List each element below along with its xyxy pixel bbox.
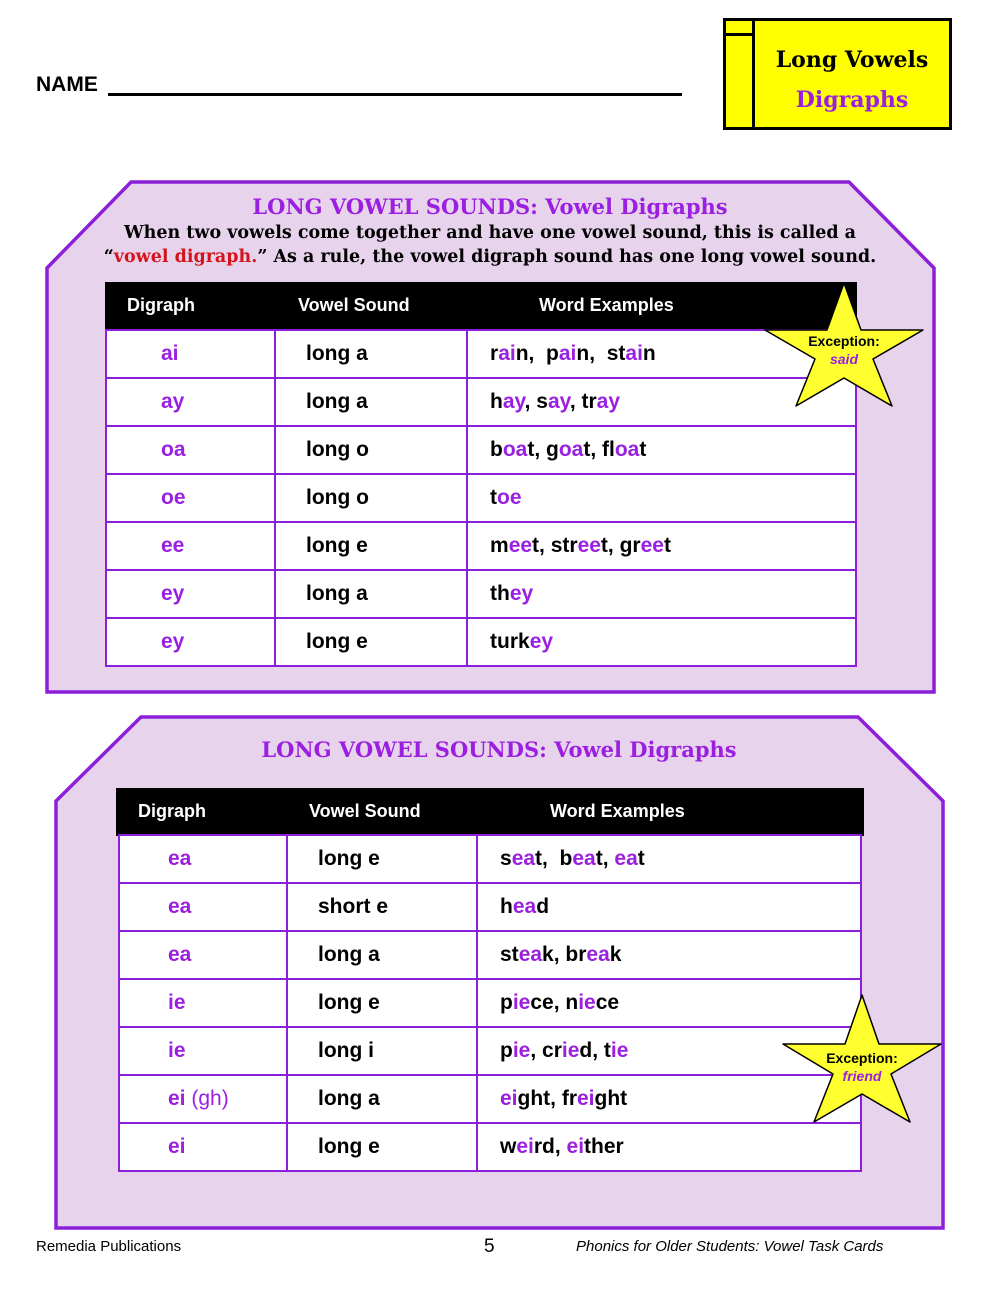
word-part: t, fl <box>583 438 615 461</box>
word-part: n <box>642 342 656 365</box>
highlighted-digraph: ai <box>558 342 577 365</box>
word-part: t, <box>595 847 615 870</box>
name-label: NAME <box>36 73 98 96</box>
digraph-text: ie <box>168 991 186 1014</box>
digraph-text: ea <box>168 895 192 918</box>
header-digraph: Digraph <box>127 295 196 315</box>
highlighted-digraph: ey <box>529 630 554 653</box>
word-part: r <box>490 342 499 365</box>
highlighted-digraph: ei <box>500 1087 518 1110</box>
exception-word: friend <box>842 1068 882 1084</box>
word-part: h <box>490 390 503 413</box>
word-part: , cr <box>530 1039 562 1062</box>
vowel-sound-cell: long e <box>275 618 467 666</box>
table-row <box>106 522 856 570</box>
word-part: t, gr <box>600 534 641 557</box>
word-part: ght <box>594 1087 628 1110</box>
vowel-sound-cell: long a <box>275 570 467 618</box>
digraph-cell <box>106 618 275 666</box>
word-part: t <box>663 534 671 557</box>
highlighted-digraph: ie <box>578 991 596 1014</box>
word-part: ce, n <box>530 991 579 1014</box>
word-examples-cell <box>467 426 856 474</box>
highlighted-digraph: ea <box>512 895 537 918</box>
highlighted-digraph: ei <box>516 1135 534 1158</box>
highlighted-digraph: ea <box>518 943 543 966</box>
digraph-cell <box>106 570 275 618</box>
highlighted-digraph: ea <box>614 847 638 870</box>
word-part: rd, <box>533 1135 567 1158</box>
highlighted-digraph: ay <box>548 390 570 413</box>
vowel-sound-cell: long e <box>275 522 467 570</box>
digraph-text: ea <box>168 943 192 966</box>
word-examples-cell <box>467 570 856 618</box>
word-part: k, br <box>542 943 587 966</box>
title-long-vowels: Long Vowels <box>775 47 929 73</box>
word-examples-cell <box>477 883 861 931</box>
table-row <box>119 835 861 883</box>
word-part: ght, fr <box>517 1087 577 1110</box>
highlighted-digraph: ay <box>596 390 621 413</box>
word-part: ther <box>584 1135 624 1158</box>
header-vowel-sound: Vowel Sound <box>309 801 421 821</box>
digraph-text: ey <box>161 630 185 653</box>
vowel-sound-cell: long o <box>275 474 467 522</box>
footer-publisher: Remedia Publications <box>36 1238 182 1255</box>
exception-star-friend <box>778 992 946 1127</box>
digraph-extra: (gh) <box>191 1087 229 1110</box>
digraph-cell <box>106 378 275 426</box>
word-part: , tr <box>569 390 597 413</box>
table-row <box>119 1075 861 1123</box>
word-examples-cell <box>467 618 856 666</box>
digraph-cell <box>119 1123 287 1171</box>
digraph-text: ay <box>161 390 185 413</box>
highlighted-digraph: oa <box>502 438 528 461</box>
highlighted-digraph: oe <box>497 486 522 509</box>
digraph-cell <box>106 426 275 474</box>
digraph-text: ea <box>168 847 192 870</box>
highlighted-digraph: ee <box>640 534 664 557</box>
word-examples-cell <box>477 1123 861 1171</box>
digraph-text: oe <box>161 486 186 509</box>
vowel-sound-cell: long a <box>275 330 467 378</box>
table-row <box>106 618 856 666</box>
highlighted-digraph: ai <box>498 342 516 365</box>
word-examples-cell <box>477 835 861 883</box>
vowel-sound-cell: long e <box>287 979 477 1027</box>
highlighted-digraph: oa <box>558 438 584 461</box>
highlighted-digraph: ea <box>586 943 610 966</box>
intro-vowel-digraph-term: vowel digraph. <box>113 247 258 267</box>
card2-table <box>118 834 862 1172</box>
word-part: t <box>490 486 497 509</box>
vowel-sound-cell: long a <box>275 378 467 426</box>
vowel-sound-cell: long a <box>287 1075 477 1123</box>
table-row <box>106 474 856 522</box>
digraph-cell <box>119 1027 287 1075</box>
word-part: p <box>500 1039 513 1062</box>
vowel-sound-cell: long e <box>287 1123 477 1171</box>
intro-rule-text: ” As a rule, the vowel digraph sound has one long vowel sound. <box>257 247 877 267</box>
digraph-text: ee <box>161 534 185 557</box>
exception-word: said <box>829 351 858 367</box>
header-digraph: Digraph <box>138 801 207 821</box>
digraph-cell <box>119 883 287 931</box>
word-part: n, p <box>515 342 559 365</box>
word-part: b <box>490 438 503 461</box>
digraph-text: ei <box>168 1135 186 1158</box>
table-row <box>119 883 861 931</box>
word-part: d <box>536 895 550 918</box>
card1-title: LONG VOWEL SOUNDS: Vowel Digraphs <box>252 194 728 219</box>
header-word-examples: Word Examples <box>550 801 685 821</box>
card1-intro-line2 <box>50 245 930 269</box>
table-row <box>119 1027 861 1075</box>
word-part: s <box>500 847 512 870</box>
table-row <box>119 979 861 1027</box>
vowel-sound-cell: long i <box>287 1027 477 1075</box>
card2-title: LONG VOWEL SOUNDS: Vowel Digraphs <box>261 737 737 762</box>
digraph-cell <box>106 330 275 378</box>
digraph-cell <box>119 835 287 883</box>
word-part: st <box>500 943 519 966</box>
word-examples-cell <box>467 522 856 570</box>
vowel-sound-cell: long o <box>275 426 467 474</box>
word-part: d, t <box>579 1039 611 1062</box>
word-part: t <box>637 847 645 870</box>
word-part: t, g <box>527 438 559 461</box>
word-part: w <box>500 1135 517 1158</box>
intro-quote-open: “ <box>103 247 114 267</box>
highlighted-digraph: ea <box>572 847 596 870</box>
highlighted-digraph: ie <box>561 1039 580 1062</box>
word-part: t, b <box>535 847 573 870</box>
word-part: k <box>609 943 622 966</box>
highlighted-digraph: ie <box>610 1039 629 1062</box>
word-part: th <box>490 582 510 605</box>
highlighted-digraph: ei <box>577 1087 595 1110</box>
highlighted-digraph: ee <box>577 534 601 557</box>
highlighted-digraph: ay <box>502 390 525 413</box>
card1-table <box>105 329 857 667</box>
digraph-text: ey <box>161 582 185 605</box>
word-examples-cell <box>467 474 856 522</box>
word-part: , s <box>524 390 548 413</box>
exception-label: Exception: <box>826 1050 898 1066</box>
word-part: t <box>639 438 647 461</box>
word-examples-cell <box>477 931 861 979</box>
exception-star-said <box>760 280 928 410</box>
word-part: turk <box>490 630 530 653</box>
table-row <box>119 931 861 979</box>
word-part: t, str <box>532 534 578 557</box>
header-word-examples: Word Examples <box>539 295 674 315</box>
card2-table-header <box>116 788 864 836</box>
highlighted-digraph: ai <box>625 342 643 365</box>
word-part: m <box>490 534 509 557</box>
digraph-text: ie <box>168 1039 186 1062</box>
digraph-cell <box>106 474 275 522</box>
footer-page-number: 5 <box>484 1236 495 1257</box>
digraph-cell <box>119 931 287 979</box>
word-part: p <box>500 991 513 1014</box>
table-row <box>119 1123 861 1171</box>
highlighted-digraph: ie <box>512 1039 531 1062</box>
footer-book-title: Phonics for Older Students: Vowel Task Cards <box>576 1238 884 1255</box>
card1-intro <box>50 221 930 269</box>
vowel-sound-cell: long e <box>287 835 477 883</box>
digraph-cell <box>119 1075 287 1123</box>
digraph-text: oa <box>161 438 186 461</box>
digraph-text: ei <box>168 1087 186 1110</box>
highlighted-digraph: oa <box>614 438 640 461</box>
card1-intro-line1: When two vowels come together and have one vowel sound, this is called a <box>123 223 857 243</box>
word-part: h <box>500 895 513 918</box>
table-row <box>106 378 856 426</box>
highlighted-digraph: ey <box>509 582 534 605</box>
digraph-text: ai <box>161 342 179 365</box>
card1-table-header <box>105 282 857 330</box>
digraph-cell <box>106 522 275 570</box>
word-part: n, st <box>576 342 626 365</box>
word-part: ce <box>595 991 620 1014</box>
highlighted-digraph: ei <box>566 1135 585 1158</box>
header-vowel-sound: Vowel Sound <box>298 295 410 315</box>
highlighted-digraph: ie <box>512 991 531 1014</box>
vowel-sound-cell: short e <box>287 883 477 931</box>
highlighted-digraph: ea <box>511 847 536 870</box>
digraph-cell <box>119 979 287 1027</box>
table-row <box>106 330 856 378</box>
table-row <box>106 426 856 474</box>
exception-label: Exception: <box>808 333 880 349</box>
vowel-sound-cell: long a <box>287 931 477 979</box>
highlighted-digraph: ee <box>508 534 533 557</box>
title-digraphs: Digraphs <box>795 87 909 113</box>
table-row <box>106 570 856 618</box>
